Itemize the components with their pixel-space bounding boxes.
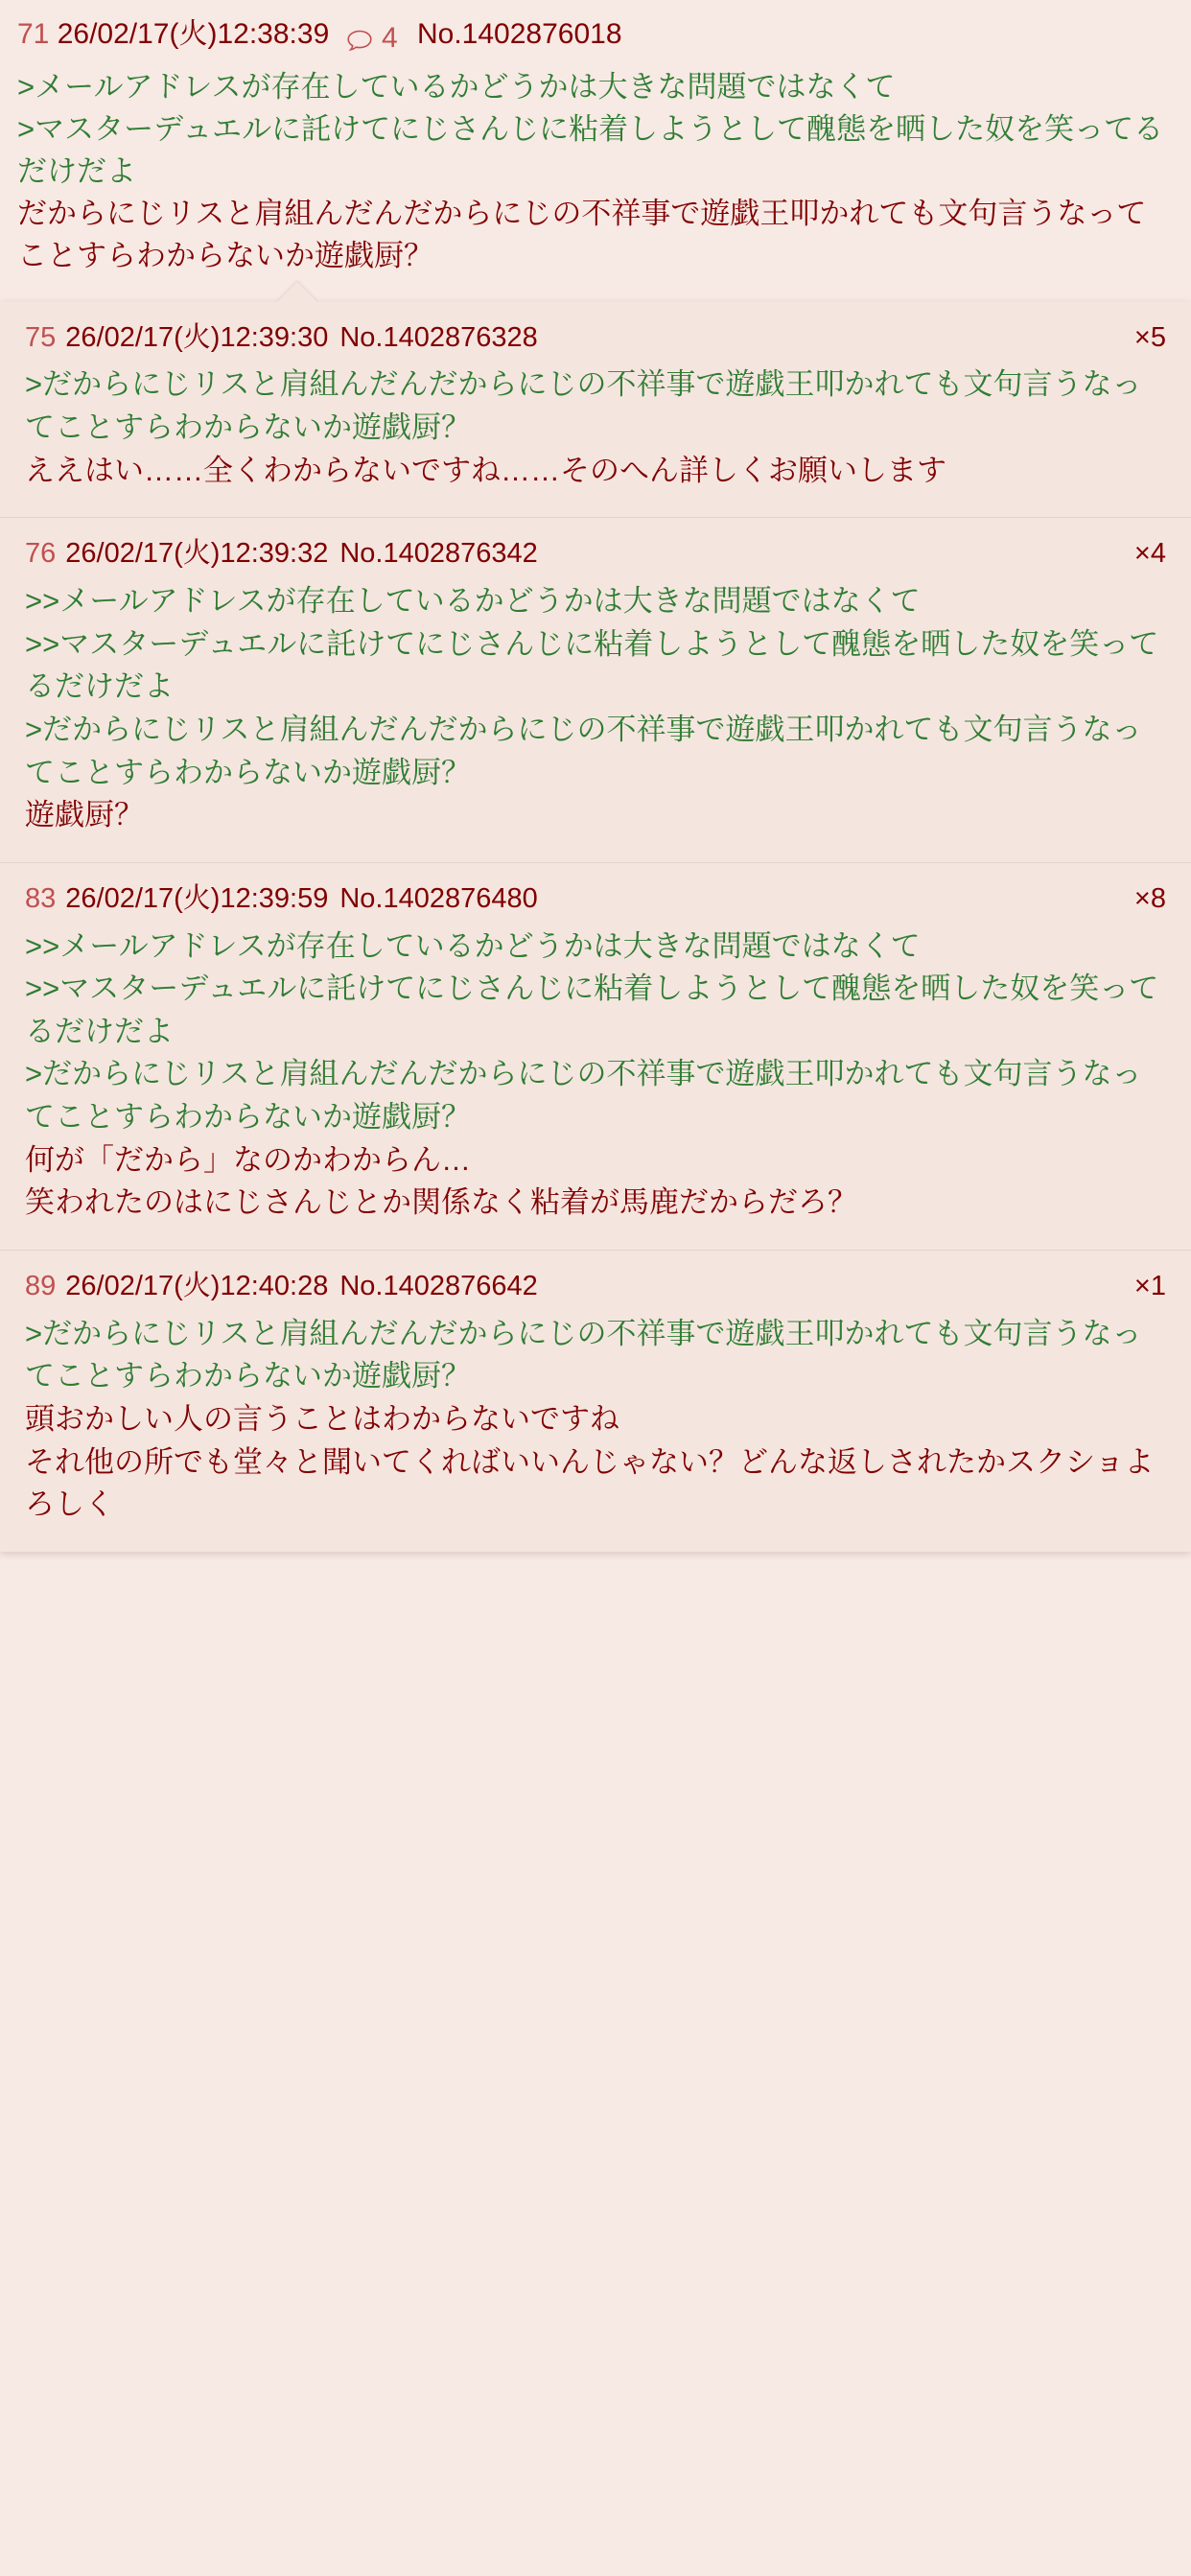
reply-multiplier: ×1 (1133, 1270, 1166, 1301)
reply-line-plain: それ他の所でも堂々と聞いてくればいいんじゃない？どんな返しされたかスクショよろしく (25, 1444, 1155, 1522)
reply-number[interactable]: 76 (25, 538, 57, 570)
reply-multiplier: ×8 (1133, 882, 1166, 914)
reply-line-plain: 何が「だから」なのかわからん… (25, 1142, 471, 1177)
reply-body (25, 1313, 1166, 1527)
reply-item[interactable] (0, 518, 1191, 863)
parent-post-date: 26/02/17(火)12:38:39 (57, 18, 330, 50)
reply-line-quote: >だからにじリスと肩組んだんだからにじの不祥事で遊戯王叩かれても文句言うなってことすらわからないか遊戯厨？ (25, 1057, 1142, 1135)
reply-date: 26/02/17(火)12:39:59 (65, 882, 329, 914)
reply-line-quote: >>メールアドレスが存在しているかどうかは大きな問題ではなくて (25, 584, 921, 619)
reply-header (25, 882, 1166, 916)
parent-post-number[interactable]: 71 (17, 18, 50, 50)
post-line-plain: だからにじリスと肩組んだんだからにじの不祥事で遊戯王叩かれても文句言うなってことすらわからないか遊戯厨？ (17, 196, 1147, 272)
reply-line-quote: >だからにじリスと肩組んだんだからにじの不祥事で遊戯王叩かれても文句言うなってことすらわからないか遊戯厨？ (25, 712, 1142, 789)
reply-multiplier: ×4 (1133, 538, 1166, 570)
reply-line-plain: ええはい……全くわからないですね……そのへん詳しくお願いします (25, 453, 946, 487)
reply-header (25, 1270, 1166, 1303)
parent-post-meta (17, 15, 1174, 59)
reply-line-quote: >>マスターデュエルに託けてにじさんじに粘着しようとして醜態を晒した奴を笑ってるだけだよ (25, 626, 1159, 704)
reply-body (25, 580, 1166, 837)
post-line-quote: >メールアドレスが存在しているかどうかは大きな問題ではなくて (17, 69, 896, 104)
reply-line-plain: 笑われたのはにじさんじとか関係なく粘着が馬鹿だからだろ？ (25, 1185, 857, 1220)
reply-body (25, 925, 1166, 1225)
reply-number[interactable]: 83 (25, 882, 57, 914)
popup-arrow (276, 282, 318, 303)
reply-line-quote: >だからにじリスと肩組んだんだからにじの不祥事で遊戯王叩かれても文句言うなってことすらわからないか遊戯厨？ (25, 367, 1142, 444)
reply-header (25, 537, 1166, 571)
reply-item[interactable] (0, 302, 1191, 519)
reply-body (25, 363, 1166, 492)
reply-post-id[interactable]: No.1402876342 (339, 538, 538, 570)
parent-post (0, 0, 1191, 281)
reply-line-quote: >だからにじリスと肩組んだんだからにじの不祥事で遊戯王叩かれても文句言うなってことすらわからないか遊戯厨？ (25, 1316, 1142, 1393)
reply-post-id[interactable]: No.1402876480 (339, 882, 538, 914)
reply-item[interactable] (0, 863, 1191, 1251)
reply-count: 4 (381, 22, 398, 54)
reply-line-quote: >>マスターデュエルに託けてにじさんじに粘着しようとして醜態を晒した奴を笑ってるだけだよ (25, 972, 1159, 1048)
reply-multiplier: ×5 (1133, 321, 1166, 353)
parent-post-id[interactable]: No.1402876018 (416, 18, 622, 50)
reply-date: 26/02/17(火)12:40:28 (65, 1270, 329, 1301)
reply-line-quote: >>メールアドレスが存在しているかどうかは大きな問題ではなくて (25, 928, 921, 963)
reply-count-group[interactable] (347, 19, 398, 59)
reply-post-id[interactable]: No.1402876328 (339, 321, 538, 353)
replies-popup (0, 302, 1191, 1552)
parent-post-body (17, 66, 1174, 277)
speech-balloon-icon (347, 30, 372, 49)
reply-item[interactable] (0, 1251, 1191, 1552)
reply-number[interactable]: 75 (25, 321, 57, 353)
reply-number[interactable]: 89 (25, 1270, 57, 1301)
reply-date: 26/02/17(火)12:39:32 (65, 538, 329, 570)
reply-date: 26/02/17(火)12:39:30 (65, 321, 329, 353)
reply-line-plain: 頭おかしい人の言うことはわからないですね (25, 1402, 619, 1437)
post-line-quote: >マスターデュエルに託けてにじさんじに粘着しようとして醜態を晒した奴を笑ってるだけだよ (17, 111, 1164, 188)
replies-popup-wrapper (0, 302, 1191, 1552)
reply-post-id[interactable]: No.1402876642 (339, 1270, 538, 1301)
reply-line-plain: 遊戯厨？ (25, 798, 144, 832)
reply-header (25, 321, 1166, 355)
